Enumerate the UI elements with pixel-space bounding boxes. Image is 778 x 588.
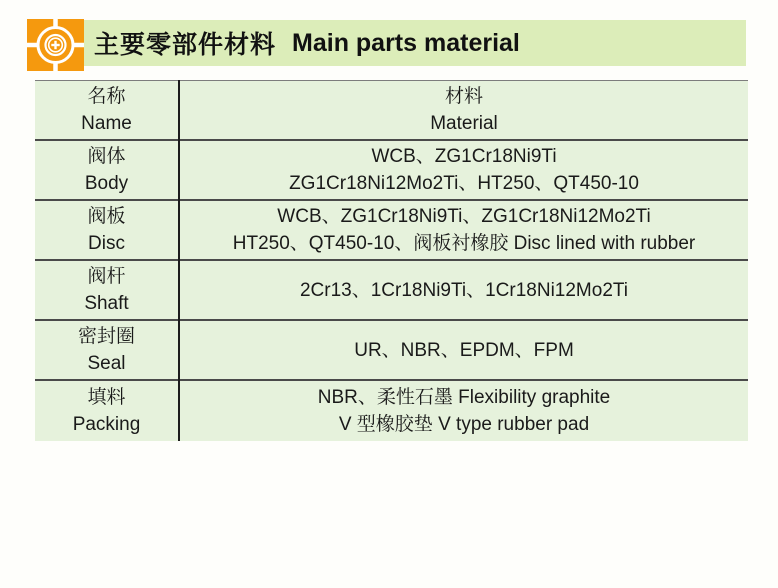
header-material-en: Material (430, 113, 498, 134)
material-cell-shaft (179, 260, 748, 320)
title-bar (84, 20, 746, 66)
name-cell-seal (35, 320, 179, 380)
page-title-en: Main parts material (292, 28, 520, 57)
header-material-zh: 材料 (444, 86, 483, 107)
row-name-en: Disc (88, 233, 125, 254)
table-row-seal (35, 320, 748, 380)
name-cell-disc (35, 200, 179, 260)
material-line: ZG1Cr18Ni12Mo2Ti、HT250、QT450-10 (289, 173, 639, 194)
header-cell-name (35, 81, 179, 141)
row-name-en: Seal (87, 353, 126, 374)
material-line: WCB、ZG1Cr18Ni9Ti (371, 146, 557, 167)
material-line: WCB、ZG1Cr18Ni9Ti、ZG1Cr18Ni12Mo2Ti (277, 206, 651, 227)
table-header-row (35, 81, 748, 141)
material-line: UR、NBR、EPDM、FPM (354, 339, 574, 361)
row-name-zh: 阀体 (87, 146, 126, 167)
name-cell-body (35, 140, 179, 200)
row-name-en: Body (84, 173, 129, 194)
table-row-body (35, 140, 748, 200)
row-name-zh: 阀板 (87, 206, 126, 227)
row-name-zh: 密封圈 (77, 326, 135, 347)
material-cell-packing (179, 380, 748, 441)
row-name-en: Shaft (84, 293, 129, 314)
table-row-shaft (35, 260, 748, 320)
materials-table (35, 80, 748, 441)
material-line: 2Cr13、1Cr18Ni9Ti、1Cr18Ni12Mo2Ti (299, 279, 629, 301)
material-line: NBR、柔性石墨 Flexibility graphite (317, 387, 611, 408)
material-line: HT250、QT450-10、阀板衬橡胶 Disc lined with rubber (232, 233, 696, 254)
table-row-packing (35, 380, 748, 441)
material-cell-seal (179, 320, 748, 380)
table-row-disc (35, 200, 748, 260)
row-name-zh: 填料 (87, 387, 126, 408)
name-cell-shaft (35, 260, 179, 320)
valve-logo-svg (27, 19, 84, 71)
row-name-zh: 阀杆 (87, 266, 126, 287)
material-cell-disc (179, 200, 748, 260)
valve-logo-icon (27, 19, 84, 71)
page-title-zh: 主要零部件材料 (94, 31, 277, 59)
name-cell-packing (35, 380, 179, 441)
header-cell-material (179, 81, 748, 141)
header-name-zh: 名称 (87, 86, 126, 107)
material-cell-body (179, 140, 748, 200)
row-name-en: Packing (72, 414, 141, 435)
material-line: V 型橡胶垫 V type rubber pad (338, 414, 590, 435)
header-name-en: Name (81, 113, 132, 134)
